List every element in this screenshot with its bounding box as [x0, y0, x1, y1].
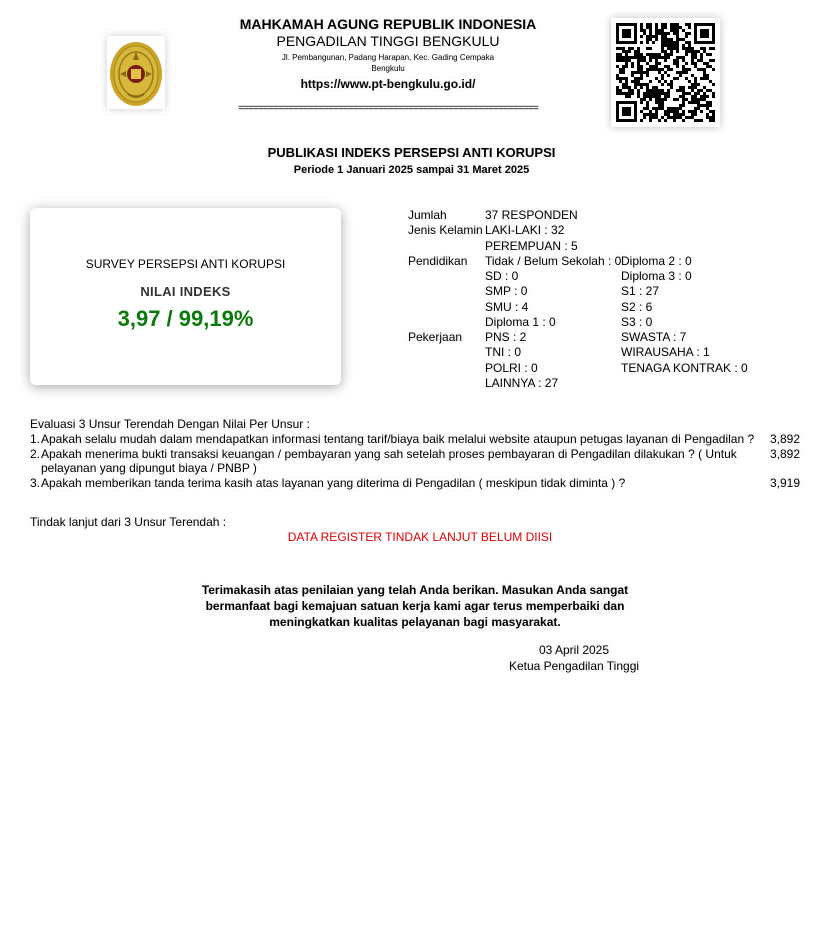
- item-value: 3,892: [769, 432, 800, 446]
- edu-d3: Diploma 3 : 0: [621, 269, 692, 283]
- index-value: 3,97 / 99,19%: [117, 306, 254, 331]
- court-name: PENGADILAN TINGGI BENGKULU: [276, 33, 500, 49]
- index-label: NILAI INDEKS: [140, 284, 231, 299]
- evaluation-section: [30, 417, 800, 490]
- job-other: LAINNYA : 27: [485, 376, 559, 390]
- org-name: MAHKAMAH AGUNG REPUBLIK INDONESIA: [239, 16, 537, 32]
- letterhead: [180, 16, 596, 116]
- edu-s2: S2 : 6: [621, 300, 653, 314]
- publication-title: PUBLIKASI INDEKS PERSEPSI ANTI KORUPSI: [267, 145, 556, 160]
- job-polri: POLRI : 0: [485, 361, 538, 375]
- edu-smu: SMU : 4: [485, 300, 529, 314]
- evaluation-item: [30, 432, 800, 446]
- jumlah-value: 37 RESPONDEN: [485, 208, 578, 222]
- evaluation-heading: Evaluasi 3 Unsur Terendah Dengan Nilai Per Unsur :: [30, 417, 310, 431]
- evaluation-item: [30, 447, 800, 475]
- website-url: https://www.pt-bengkulu.go.id/: [300, 77, 476, 91]
- followup-heading: Tindak lanjut dari 3 Unsur Terendah :: [30, 515, 227, 529]
- edu-d1: Diploma 1 : 0: [485, 315, 556, 329]
- job-pns: PNS : 2: [485, 330, 527, 344]
- item-number: 3.: [30, 476, 41, 490]
- item-value: 3,892: [769, 447, 800, 461]
- edu-d2: Diploma 2 : 0: [621, 254, 692, 268]
- qr-code-icon: [611, 18, 720, 127]
- edu-smp: SMP : 0: [485, 284, 528, 298]
- job-label: Pekerjaan: [408, 330, 463, 344]
- thanks-message: Terimakasih atas penilaian yang telah Anda berikan. Masukan Anda sangat bermanfaat bagi kemajuan satuan kerja kami agar terus memperbaiki dan meningkatkan kualitas pelayanan bagi masyarakat.: [201, 583, 629, 629]
- edu-sd: SD : 0: [485, 269, 519, 283]
- evaluation-item: [30, 476, 800, 490]
- header-separator: ============================================================: [237, 104, 539, 115]
- item-number: 2.: [30, 447, 41, 461]
- item-text: Apakah menerima bukti transaksi keuangan / pembayaran yang sah setelah proses pembayaran di Pengadilan dilakukan ? ( Untuk pelayanan yang dipungut biaya / PNBP ): [41, 447, 737, 475]
- index-card: [30, 208, 341, 385]
- address-line-1: Jl. Pembangunan, Padang Harapan, Kec. Gading Cempaka: [281, 53, 495, 62]
- jumlah-label: Jumlah: [408, 208, 447, 222]
- gender-male: LAKI-LAKI : 32: [485, 223, 565, 237]
- item-number: 1.: [30, 432, 41, 446]
- followup-notice: DATA REGISTER TINDAK LANJUT BELUM DIISI: [287, 530, 553, 544]
- signature-title: Ketua Pengadilan Tinggi: [508, 659, 640, 673]
- court-emblem-icon: [107, 36, 165, 109]
- edu-s3: S3 : 0: [621, 315, 653, 329]
- document-title: [0, 145, 823, 177]
- job-swasta: SWASTA : 7: [621, 330, 687, 344]
- item-text: Apakah selalu mudah dalam mendapatkan informasi tentang tarif/biaya baik melalui website ataupun petugas layanan di Pengadilan ?: [41, 432, 755, 446]
- job-tni: TNI : 0: [485, 345, 522, 359]
- survey-label: SURVEY PERSEPSI ANTI KORUPSI: [85, 257, 286, 271]
- signature-date: 03 April 2025: [538, 643, 610, 657]
- gender-female: PEREMPUAN : 5: [485, 239, 578, 253]
- period-text: Periode 1 Januari 2025 sampai 31 Maret 2025: [293, 164, 530, 176]
- address-line-2: Bengkulu: [371, 64, 405, 73]
- edu-none: Tidak / Belum Sekolah : 0: [485, 254, 622, 268]
- item-value: 3,919: [769, 476, 800, 490]
- signature-block: [474, 642, 674, 674]
- job-wirausaha: WIRAUSAHA : 1: [621, 345, 710, 359]
- gender-label: Jenis Kelamin: [408, 223, 483, 237]
- edu-s1: S1 : 27: [621, 284, 660, 298]
- job-kontrak: TENAGA KONTRAK : 0: [621, 361, 748, 375]
- education-label: Pendidikan: [408, 254, 468, 268]
- item-text: Apakah memberikan tanda terima kasih atas layanan yang diterima di Pengadilan ( meskipun tidak diminta ) ?: [41, 476, 626, 490]
